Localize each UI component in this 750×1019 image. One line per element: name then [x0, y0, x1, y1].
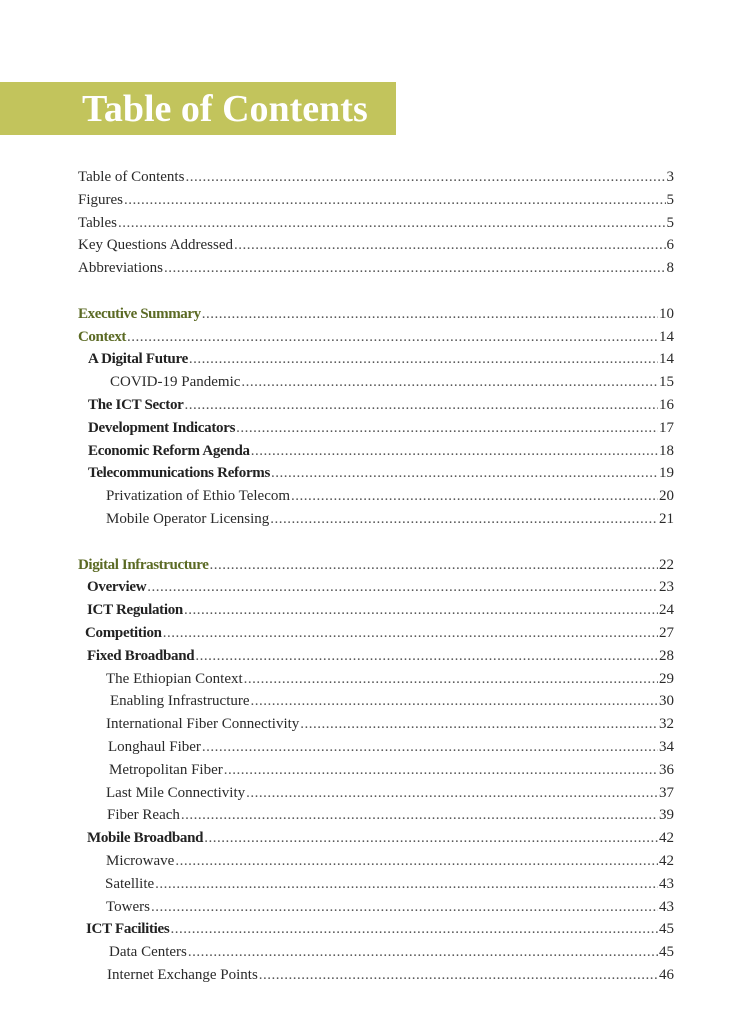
toc-entry-label: ICT Regulation — [87, 602, 183, 619]
toc-entry-mobile-broadband[interactable] — [78, 827, 674, 850]
toc-entry-page: 24 — [659, 602, 674, 619]
toc-entry-page: 21 — [659, 510, 674, 527]
toc-entry-international-fiber[interactable] — [78, 713, 674, 736]
toc-entry-digital-infrastructure[interactable] — [78, 554, 674, 577]
toc-entry-page: 3 — [666, 169, 674, 185]
toc-entry-mobile-operator-licensing[interactable] — [78, 508, 674, 531]
toc-entry-page: 42 — [659, 830, 674, 847]
toc-entry-ict-sector[interactable] — [78, 394, 674, 417]
toc-entry-label: International Fiber Connectivity — [106, 716, 300, 733]
dot-leader — [163, 622, 658, 645]
toc-entry-label: Executive Summary — [78, 305, 201, 322]
toc-entry-ict-regulation[interactable] — [78, 599, 674, 622]
toc-entry-telecommunications-reforms[interactable] — [78, 462, 674, 485]
toc-entry-page: 43 — [659, 875, 674, 892]
toc-entry-a-digital-future[interactable] — [78, 348, 674, 371]
toc-entry-page: 39 — [659, 807, 674, 824]
toc-entry-label: Key Questions Addressed — [78, 237, 233, 254]
toc-entry-page: 20 — [659, 488, 674, 505]
toc-entry-label: Towers — [106, 898, 150, 915]
toc-entry-development-indicators[interactable] — [78, 417, 674, 440]
toc-entry-page: 32 — [659, 716, 674, 733]
dot-leader — [184, 599, 658, 622]
toc-entry-page: 14 — [659, 351, 674, 368]
toc-entry-label: Abbreviations — [78, 260, 163, 277]
toc-entry-key-questions[interactable] — [78, 234, 674, 257]
toc-entry-context[interactable] — [78, 326, 674, 349]
toc-entry-label: Mobile Broadband — [87, 830, 204, 847]
toc-entry-page: 5 — [666, 214, 674, 231]
toc-entry-page: 14 — [659, 328, 674, 345]
dot-leader — [185, 166, 665, 189]
toc-entry-page: 34 — [659, 738, 674, 755]
dot-leader — [259, 964, 658, 987]
toc-entry-page: 28 — [659, 647, 674, 664]
dot-leader — [234, 234, 666, 257]
toc-entry-label: Privatization of Ethio Telecom — [106, 488, 291, 505]
toc-entry-ict-facilities[interactable] — [78, 918, 674, 941]
dot-leader — [164, 257, 666, 280]
dot-leader — [147, 576, 658, 599]
dot-leader — [155, 873, 658, 896]
toc-entry-satellite[interactable] — [78, 873, 674, 896]
toc-entry-towers[interactable] — [78, 896, 674, 919]
toc-entry-label: Context — [78, 328, 127, 345]
toc-entry-metropolitan-fiber[interactable] — [78, 759, 674, 782]
toc-entry-covid-19-pandemic[interactable] — [78, 371, 674, 394]
title-banner — [0, 82, 396, 135]
dot-leader — [236, 417, 658, 440]
toc-entry-competition[interactable] — [78, 622, 674, 645]
toc-entry-label: Satellite — [105, 875, 155, 892]
toc-entry-label: Telecommunications Reforms — [88, 465, 271, 482]
toc-entry-fiber-reach[interactable] — [78, 804, 674, 827]
toc-entry-table-of-contents[interactable] — [78, 166, 674, 189]
dot-leader — [291, 485, 658, 508]
dot-leader — [175, 850, 658, 873]
dot-leader — [127, 326, 658, 349]
toc-entry-data-centers[interactable] — [78, 941, 674, 964]
toc-entry-page: 18 — [659, 442, 674, 459]
toc-entry-page: 42 — [659, 852, 674, 869]
toc-entry-label: Economic Reform Agenda — [88, 442, 250, 459]
dot-leader — [202, 736, 658, 759]
toc-entry-page: 45 — [659, 921, 674, 938]
toc-entry-label: The ICT Sector — [88, 396, 184, 413]
table-of-contents — [78, 166, 674, 987]
toc-entry-label: Table of Contents — [78, 169, 185, 185]
dot-leader — [181, 804, 658, 827]
toc-entry-page: 36 — [659, 761, 674, 778]
toc-entry-label: Figures — [78, 191, 123, 208]
toc-entry-page: 43 — [659, 898, 674, 915]
toc-entry-label: Enabling Infrastructure — [110, 693, 250, 710]
toc-entry-page: 29 — [659, 670, 674, 687]
section-gap — [78, 280, 674, 303]
toc-entry-label: Fixed Broadband — [87, 647, 195, 664]
toc-entry-label: Last Mile Connectivity — [106, 784, 246, 801]
toc-entry-label: Fiber Reach — [107, 807, 180, 824]
toc-entry-page: 8 — [666, 260, 674, 277]
dot-leader — [300, 713, 658, 736]
toc-entry-internet-exchange-points[interactable] — [78, 964, 674, 987]
dot-leader — [204, 827, 658, 850]
toc-entry-label: Development Indicators — [88, 419, 236, 436]
toc-entry-page: 6 — [666, 237, 674, 254]
dot-leader — [246, 782, 658, 805]
toc-entry-label: ICT Facilities — [86, 921, 170, 938]
section-gap — [78, 531, 674, 554]
toc-entry-label: Data Centers — [109, 944, 187, 961]
dot-leader — [124, 189, 666, 212]
toc-entry-ethiopian-context[interactable] — [78, 668, 674, 691]
dot-leader — [170, 918, 658, 941]
toc-entry-privatization-ethio-telecom[interactable] — [78, 485, 674, 508]
toc-entry-tables[interactable] — [78, 212, 674, 235]
toc-entry-page: 22 — [659, 556, 674, 573]
toc-entry-label: Overview — [87, 579, 147, 596]
toc-entry-fixed-broadband[interactable] — [78, 645, 674, 668]
toc-entry-longhaul-fiber[interactable] — [78, 736, 674, 759]
toc-entry-page: 15 — [659, 374, 674, 391]
toc-entry-label: Competition — [85, 624, 162, 641]
dot-leader — [244, 668, 658, 691]
toc-entry-page: 5 — [666, 191, 674, 208]
dot-leader — [188, 941, 658, 964]
dot-leader — [270, 508, 658, 531]
dot-leader — [241, 371, 658, 394]
toc-entry-page: 30 — [659, 693, 674, 710]
toc-entry-overview[interactable] — [78, 576, 674, 599]
dot-leader — [151, 896, 658, 919]
toc-entry-microwave[interactable] — [78, 850, 674, 873]
dot-leader — [189, 348, 658, 371]
toc-entry-page: 37 — [659, 784, 674, 801]
toc-entry-enabling-infrastructure[interactable] — [78, 690, 674, 713]
toc-entry-label: Digital Infrastructure — [78, 556, 209, 573]
dot-leader — [251, 690, 658, 713]
dot-leader — [202, 303, 658, 326]
toc-entry-label: The Ethiopian Context — [106, 670, 243, 687]
toc-entry-label: COVID-19 Pandemic — [110, 374, 241, 391]
dot-leader — [271, 462, 658, 485]
toc-entry-label: Tables — [78, 214, 117, 231]
toc-entry-label: Longhaul Fiber — [108, 738, 201, 755]
dot-leader — [251, 440, 658, 463]
toc-entry-page: 23 — [659, 579, 674, 596]
dot-leader — [210, 554, 659, 577]
toc-entry-label: Metropolitan Fiber — [109, 761, 223, 778]
toc-entry-page: 27 — [659, 624, 674, 641]
toc-entry-page: 16 — [659, 396, 674, 413]
toc-entry-economic-reform-agenda[interactable] — [78, 440, 674, 463]
toc-entry-executive-summary[interactable] — [78, 303, 674, 326]
toc-entry-label: Internet Exchange Points — [107, 966, 258, 983]
toc-entry-page: 46 — [659, 966, 674, 983]
toc-entry-abbreviations[interactable] — [78, 257, 674, 280]
toc-entry-label: A Digital Future — [88, 351, 188, 368]
dot-leader — [185, 394, 658, 417]
toc-entry-page: 17 — [659, 419, 674, 436]
toc-entry-label: Mobile Operator Licensing — [106, 510, 270, 527]
dot-leader — [224, 759, 658, 782]
dot-leader — [118, 212, 666, 235]
toc-entry-page: 19 — [659, 465, 674, 482]
toc-entry-last-mile[interactable] — [78, 782, 674, 805]
toc-entry-label: Microwave — [106, 852, 175, 869]
toc-entry-page: 45 — [659, 944, 674, 961]
toc-entry-page: 10 — [659, 305, 674, 322]
page-title: Table of Contents — [82, 88, 368, 130]
toc-entry-figures[interactable] — [78, 189, 674, 212]
dot-leader — [195, 645, 658, 668]
